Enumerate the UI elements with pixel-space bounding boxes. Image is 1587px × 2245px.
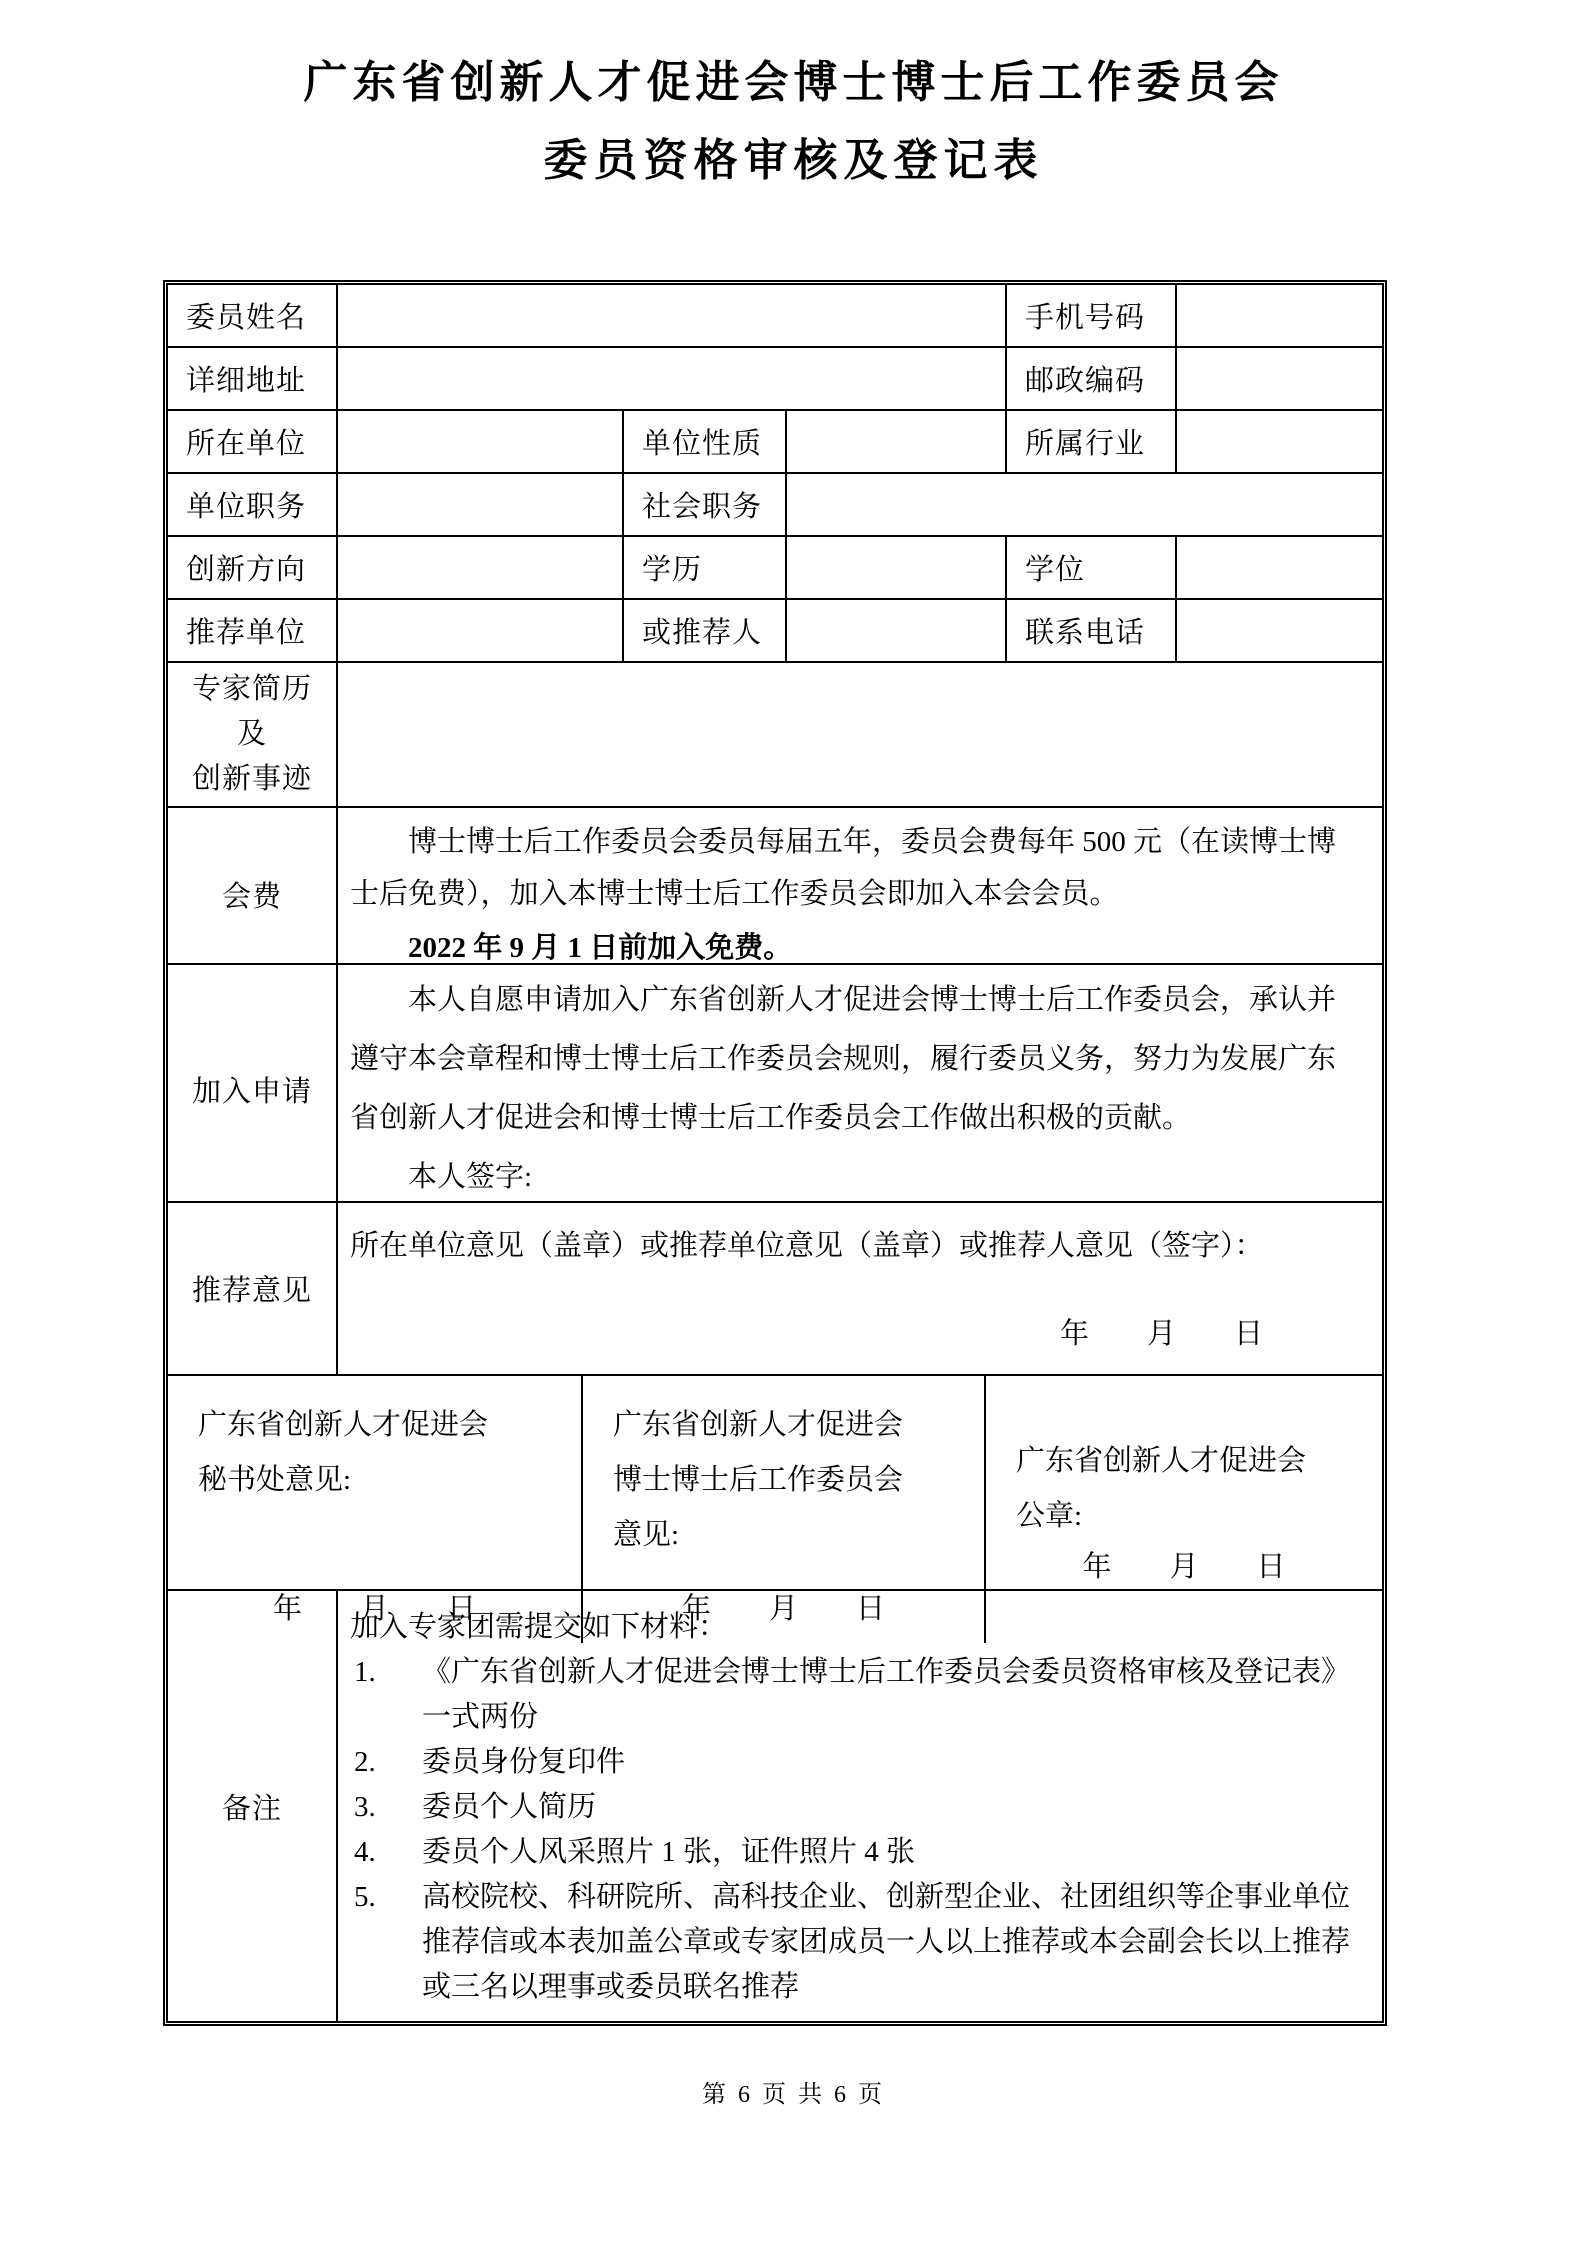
committee-org-line2: 博士博士后工作委员会 [613, 1464, 904, 1496]
list-item-number: 3. [354, 1791, 376, 1823]
table-row-application [168, 965, 1382, 1203]
postal-code-input[interactable] [1177, 348, 1382, 409]
list-item-text: 《广东省创新人才促进会博士博士后工作委员会委员资格审核及登记表》一式两份 [422, 1656, 1351, 1733]
seal-date-placeholder[interactable]: 年 月 日 [1082, 1551, 1286, 1583]
social-position-label: 社会职务 [624, 474, 787, 535]
table-row-approvals [168, 1376, 1382, 1625]
committee-opinion-label: 意见: [613, 1519, 680, 1551]
member-name-label: 委员姓名 [168, 285, 338, 346]
list-item-number: 1. [354, 1656, 376, 1688]
recommender-input[interactable] [787, 600, 1007, 661]
secretariat-opinion-label: 秘书处意见: [198, 1464, 352, 1496]
fee-label: 会费 [168, 808, 338, 980]
list-item-text: 委员身份复印件 [422, 1746, 626, 1778]
list-item-number: 4. [354, 1836, 376, 1868]
table-row-resume [168, 663, 1382, 808]
degree-label: 学位 [1007, 537, 1177, 598]
fee-paragraph: 博士博士后工作委员会委员每届五年，委员会费每年 500 元（在读博士博士后免费），加入本博士博士后工作委员会即加入本会会员。 [350, 826, 1337, 910]
application-cell [338, 965, 1382, 1213]
remarks-label: 备注 [168, 1591, 338, 2021]
seal-org-line: 广东省创新人才促进会 [1016, 1445, 1307, 1477]
list-item-text: 委员个人风采照片 1 张，证件照片 4 张 [422, 1836, 916, 1868]
application-content [338, 965, 1382, 1213]
innovation-direction-label: 创新方向 [168, 537, 338, 598]
registration-form-table [163, 280, 1387, 2026]
resume-label-line1: 专家简历 [191, 673, 312, 705]
recommendation-date-placeholder[interactable]: 年 月 日 [1059, 1318, 1263, 1350]
table-row-fee [168, 808, 1382, 965]
degree-input[interactable] [1177, 537, 1382, 598]
list-item-text: 高校院校、科研院所、高科技企业、创新型企业、社团组织等企事业单位推荐信或本表加盖公章或专家团成员一人以上推荐或本会副会长以上推荐或三名以理事或委员联名推荐 [422, 1881, 1351, 2003]
title-block [0, 52, 1587, 192]
employer-label: 所在单位 [168, 411, 338, 472]
application-statement: 本人自愿申请加入广东省创新人才促进会博士博士后工作委员会，承认并遵守本会章程和博士博士后工作委员会规则，履行委员义务，努力为发展广东省创新人才促进会和博士博士后工作委员会工作做出积极的贡献。 [350, 984, 1337, 1134]
table-row-remarks [168, 1591, 1382, 2021]
contact-phone-input[interactable] [1177, 600, 1382, 661]
table-row-employer [168, 411, 1382, 474]
postal-code-label: 邮政编码 [1007, 348, 1177, 409]
unit-position-input[interactable] [338, 474, 624, 535]
list-item [350, 1875, 1362, 2010]
address-input[interactable] [338, 348, 1007, 409]
recommendation-label: 推荐意见 [168, 1203, 338, 1374]
table-row-recommender [168, 600, 1382, 663]
seal-label: 公章: [1016, 1500, 1083, 1532]
recommend-unit-input[interactable] [338, 600, 624, 661]
page-number-footer: 第 6 页 共 6 页 [702, 2082, 885, 2108]
education-input[interactable] [787, 537, 1007, 598]
contact-phone-label: 联系电话 [1007, 600, 1177, 661]
remarks-intro: 加入专家团需提交如下材料： [350, 1611, 728, 1643]
list-item [350, 1830, 1362, 1875]
table-row-positions [168, 474, 1382, 537]
list-item-number: 5. [354, 1881, 376, 1913]
recommend-unit-label: 推荐单位 [168, 600, 338, 661]
resume-label [168, 663, 338, 806]
resume-label-line2: 及 [236, 718, 267, 750]
document-subtitle: 委员资格审核及登记表 [543, 136, 1044, 185]
unit-nature-label: 单位性质 [624, 411, 787, 472]
innovation-direction-input[interactable] [338, 537, 624, 598]
list-item-number: 2. [354, 1746, 376, 1778]
fee-content [338, 808, 1382, 980]
recommendation-cell [338, 1203, 1382, 1374]
industry-input[interactable] [1177, 411, 1382, 472]
secretariat-org-line: 广东省创新人才促进会 [198, 1409, 489, 1441]
committee-org-line1: 广东省创新人才促进会 [613, 1409, 904, 1441]
education-label: 学历 [624, 537, 787, 598]
applicant-signature-label[interactable]: 本人签字: [408, 1161, 533, 1193]
list-item-text: 委员个人简历 [422, 1791, 597, 1823]
recommendation-heading: 所在单位意见（盖章）或推荐单位意见（盖章）或推荐人意见（签字）： [350, 1230, 1264, 1262]
document-title: 广东省创新人才促进会博士博士后工作委员会 [303, 58, 1284, 107]
recommender-label: 或推荐人 [624, 600, 787, 661]
application-label: 加入申请 [168, 965, 338, 1213]
table-row-recommendation [168, 1203, 1382, 1376]
social-position-input[interactable] [787, 474, 1382, 535]
fee-cell [338, 808, 1382, 980]
remarks-cell [338, 1591, 1382, 2021]
employer-input[interactable] [338, 411, 624, 472]
mobile-label: 手机号码 [1007, 285, 1177, 346]
committee-date-placeholder[interactable]: 年 月 日 [681, 1593, 885, 1625]
resume-label-line3: 创新事迹 [191, 763, 312, 795]
table-row-education [168, 537, 1382, 600]
list-item [350, 1650, 1362, 1740]
fee-deadline-note: 2022 年 9 月 1 日前加入免费。 [408, 932, 793, 964]
remarks-content [338, 1591, 1382, 2021]
table-row-address-postal [168, 348, 1382, 411]
recommendation-content [338, 1203, 1382, 1374]
mobile-input[interactable] [1177, 285, 1382, 346]
unit-position-label: 单位职务 [168, 474, 338, 535]
list-item [350, 1740, 1362, 1785]
member-name-input[interactable] [338, 285, 1007, 346]
list-item [350, 1785, 1362, 1830]
unit-nature-input[interactable] [787, 411, 1007, 472]
industry-label: 所属行业 [1007, 411, 1177, 472]
secretariat-date-placeholder[interactable]: 年 月 日 [272, 1593, 476, 1625]
resume-input[interactable] [338, 663, 1382, 806]
table-row-name-mobile [168, 285, 1382, 348]
address-label: 详细地址 [168, 348, 338, 409]
